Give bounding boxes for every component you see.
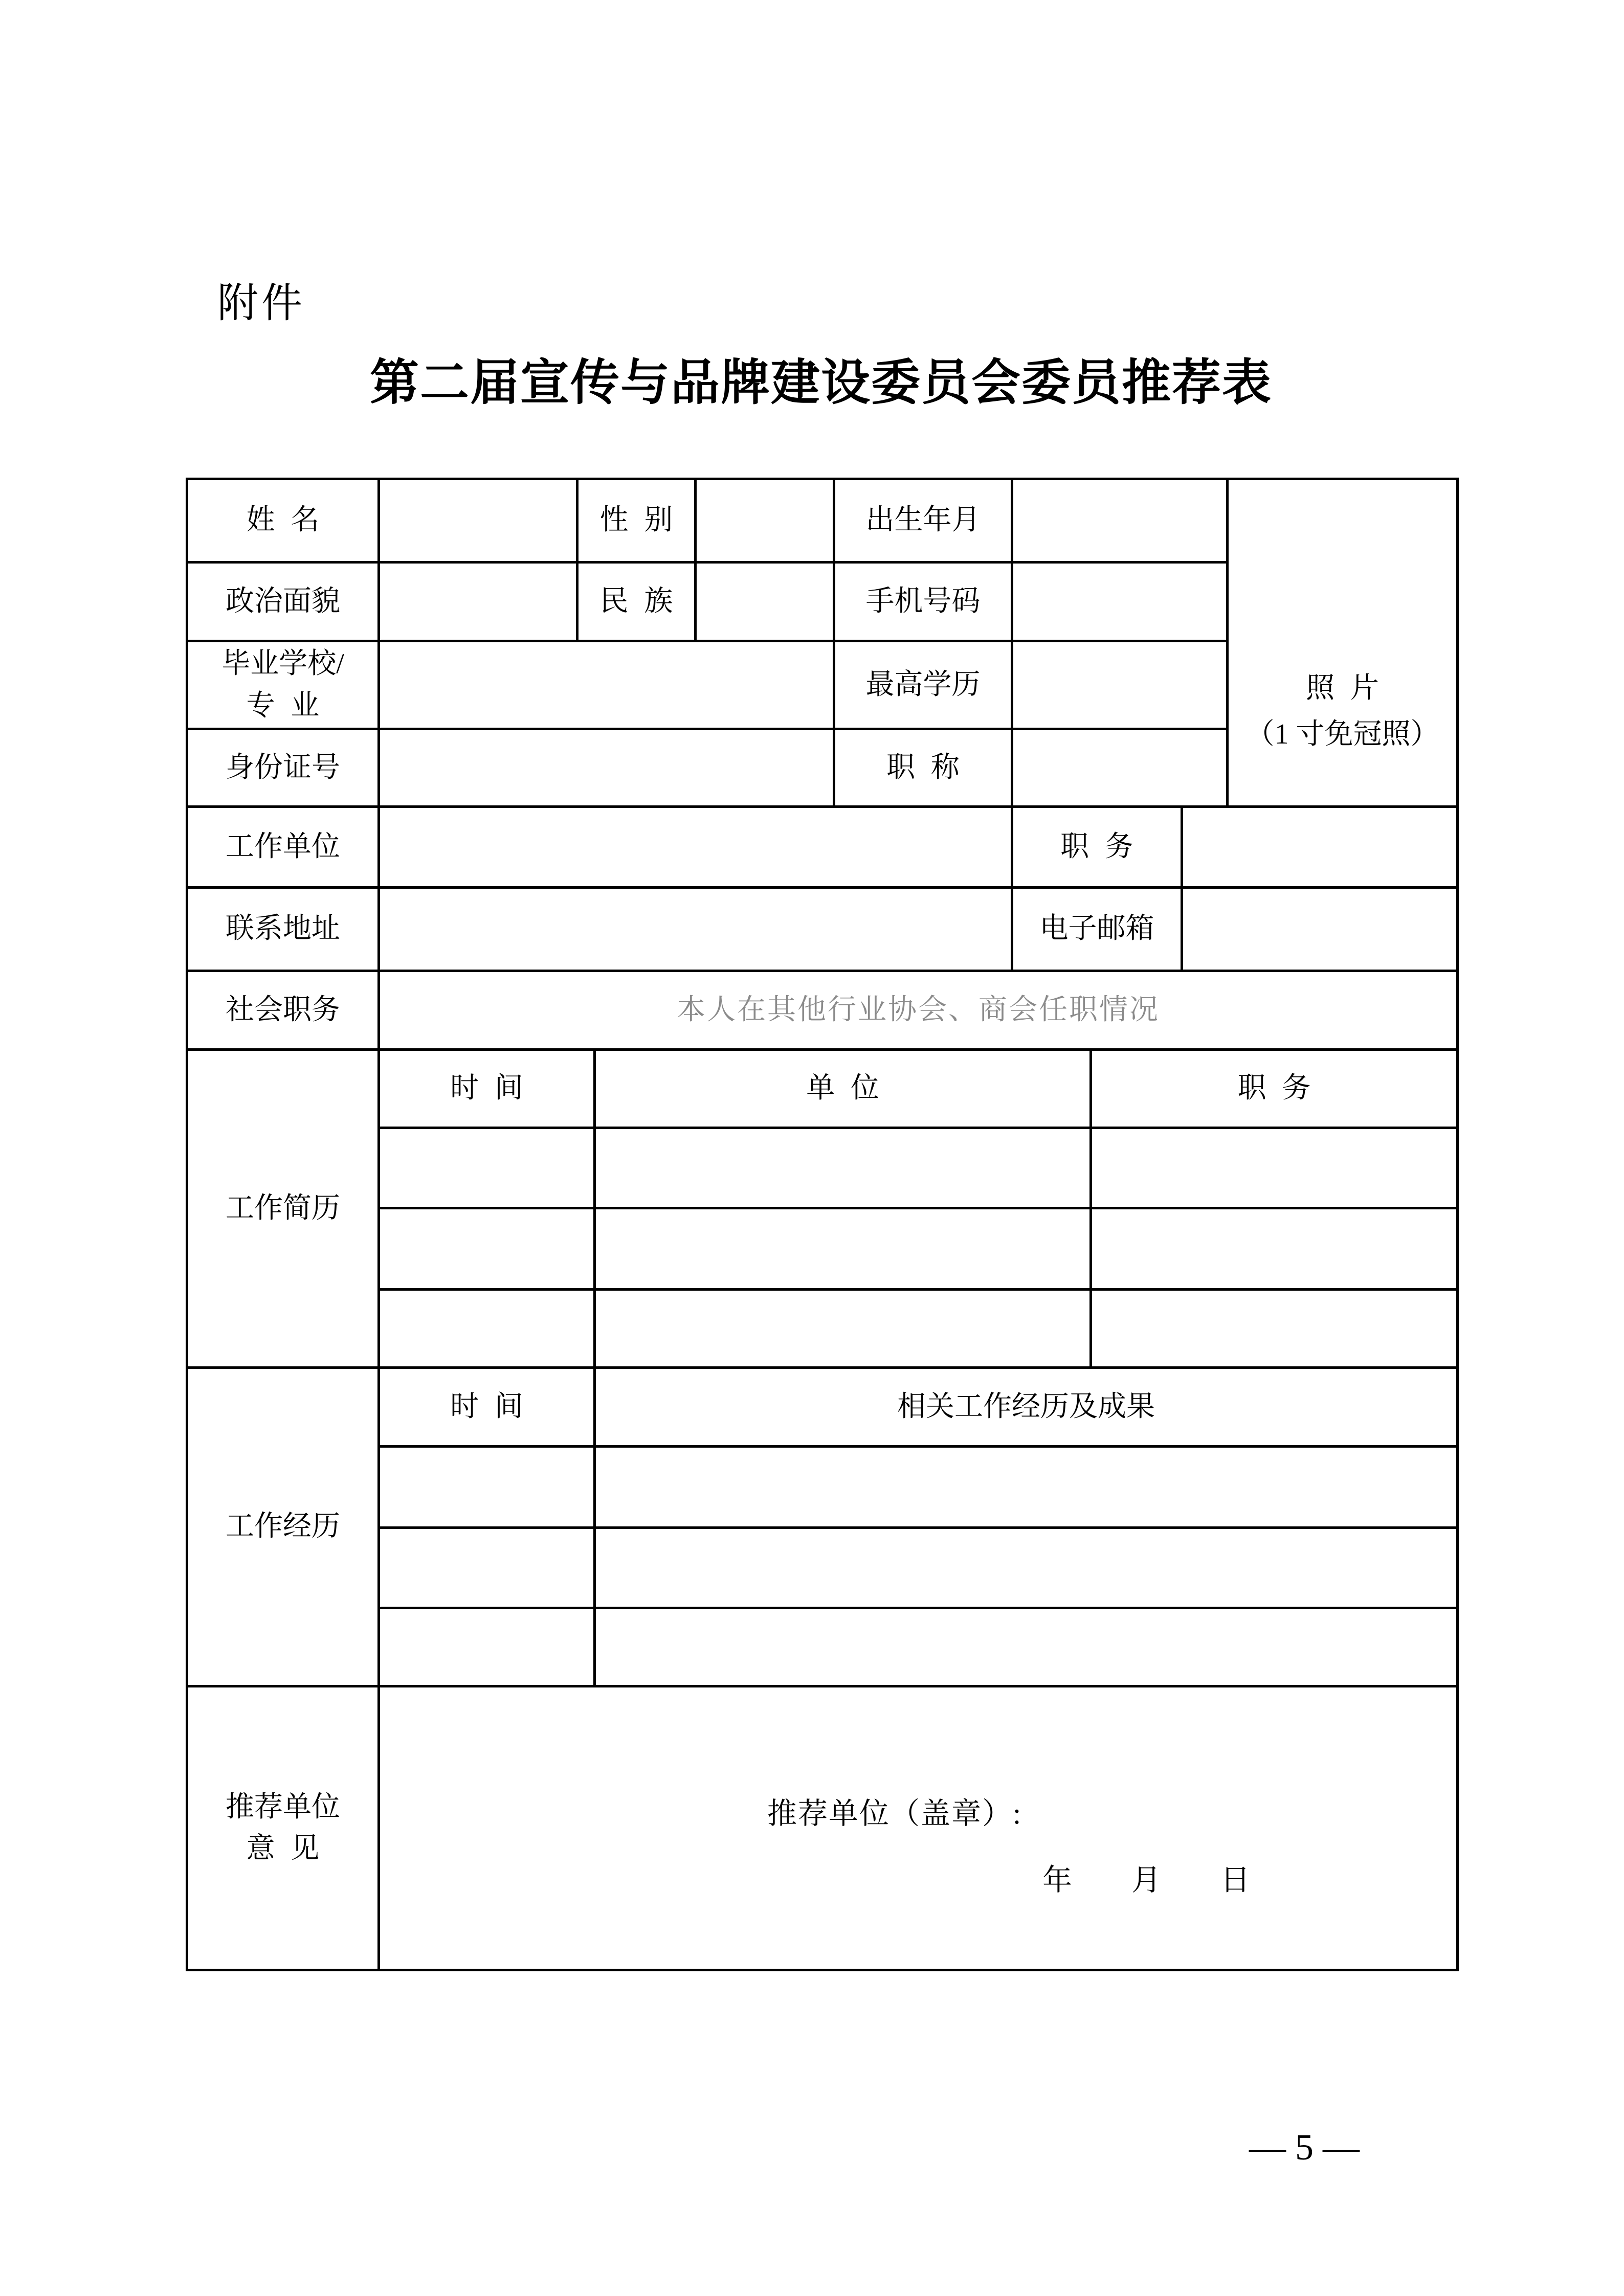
ethnicity-label: 民族: [577, 562, 696, 641]
email-value-cell: [1182, 888, 1458, 971]
table-row: [187, 807, 1458, 888]
recommend-opinion-cell: [379, 1686, 1458, 1970]
gender-value-cell: [696, 479, 834, 562]
photo-label: 照片: [1306, 672, 1395, 705]
contact-address-label: 联系地址: [187, 888, 379, 971]
ethnicity-value-cell: [696, 562, 834, 641]
name-label: 姓名: [187, 479, 379, 562]
political-status-label: 政治面貌: [187, 562, 379, 641]
experience-row2-content-cell: [595, 1528, 1458, 1608]
table-row: [187, 971, 1458, 1050]
employer-value-cell: [379, 807, 1012, 888]
resume-position-header: 职务: [1091, 1050, 1458, 1128]
prof-title-label: 职称: [834, 729, 1012, 807]
experience-row3-content-cell: [595, 1608, 1458, 1686]
resume-row3-time-cell: [379, 1290, 595, 1368]
resume-unit-header: 单位: [595, 1050, 1091, 1128]
recommend-unit-seal-line: 推荐单位（盖章）:: [767, 1797, 1022, 1830]
social-positions-label: 社会职务: [187, 971, 379, 1050]
recommendation-form-table: [186, 478, 1459, 1971]
position-label: 职务: [1012, 807, 1182, 888]
experience-row2-time-cell: [379, 1528, 595, 1608]
date-line: 年 月 日: [1042, 1863, 1251, 1897]
school-major-label: 毕业学校/ 专业: [187, 641, 379, 729]
table-row: [187, 479, 1458, 562]
attachment-label: 附件: [217, 280, 305, 326]
resume-row3-unit-cell: [595, 1290, 1091, 1368]
gender-label: 性别: [577, 479, 696, 562]
resume-row2-time-cell: [379, 1208, 595, 1290]
experience-row1-time-cell: [379, 1447, 595, 1528]
resume-row1-time-cell: [379, 1128, 595, 1208]
mobile-value-cell: [1012, 562, 1228, 641]
political-status-value-cell: [379, 562, 577, 641]
experience-row3-time-cell: [379, 1608, 595, 1686]
experience-time-header: 时间: [379, 1368, 595, 1447]
table-row: [187, 1368, 1458, 1447]
experience-row1-content-cell: [595, 1447, 1458, 1528]
school-major-value-cell: [379, 641, 834, 729]
birth-date-label: 出生年月: [834, 479, 1012, 562]
photo-cell: [1228, 479, 1458, 807]
id-number-label: 身份证号: [187, 729, 379, 807]
contact-address-value-cell: [379, 888, 1012, 971]
resume-row1-unit-cell: [595, 1128, 1091, 1208]
highest-education-value-cell: [1012, 641, 1228, 729]
page-number: — 5 —: [1249, 2127, 1360, 2168]
resume-row1-position-cell: [1091, 1128, 1458, 1208]
birth-date-value-cell: [1012, 479, 1228, 562]
photo-note: （1 寸免冠照）: [1245, 718, 1439, 750]
resume-row2-unit-cell: [595, 1208, 1091, 1290]
social-positions-placeholder: 本人在其他行业协会、商会任职情况: [379, 971, 1458, 1050]
work-resume-label: 工作简历: [187, 1050, 379, 1368]
resume-row2-position-cell: [1091, 1208, 1458, 1290]
employer-label: 工作单位: [187, 807, 379, 888]
highest-education-label: 最高学历: [834, 641, 1012, 729]
id-number-value-cell: [379, 729, 834, 807]
table-row: [187, 888, 1458, 971]
recommend-opinion-label: 推荐单位 意见: [187, 1686, 379, 1970]
photo-placeholder: [1229, 528, 1456, 757]
position-value-cell: [1182, 807, 1458, 888]
resume-row3-position-cell: [1091, 1290, 1458, 1368]
mobile-label: 手机号码: [834, 562, 1012, 641]
table-row: [187, 1050, 1458, 1128]
email-label: 电子邮箱: [1012, 888, 1182, 971]
resume-time-header: 时间: [379, 1050, 595, 1128]
experience-content-header: 相关工作经历及成果: [595, 1368, 1458, 1447]
table-row: [187, 1686, 1458, 1970]
work-experience-label: 工作经历: [187, 1368, 379, 1686]
name-value-cell: [379, 479, 577, 562]
prof-title-value-cell: [1012, 729, 1228, 807]
page-title: 第二届宣传与品牌建设委员会委员推荐表: [370, 355, 1272, 410]
